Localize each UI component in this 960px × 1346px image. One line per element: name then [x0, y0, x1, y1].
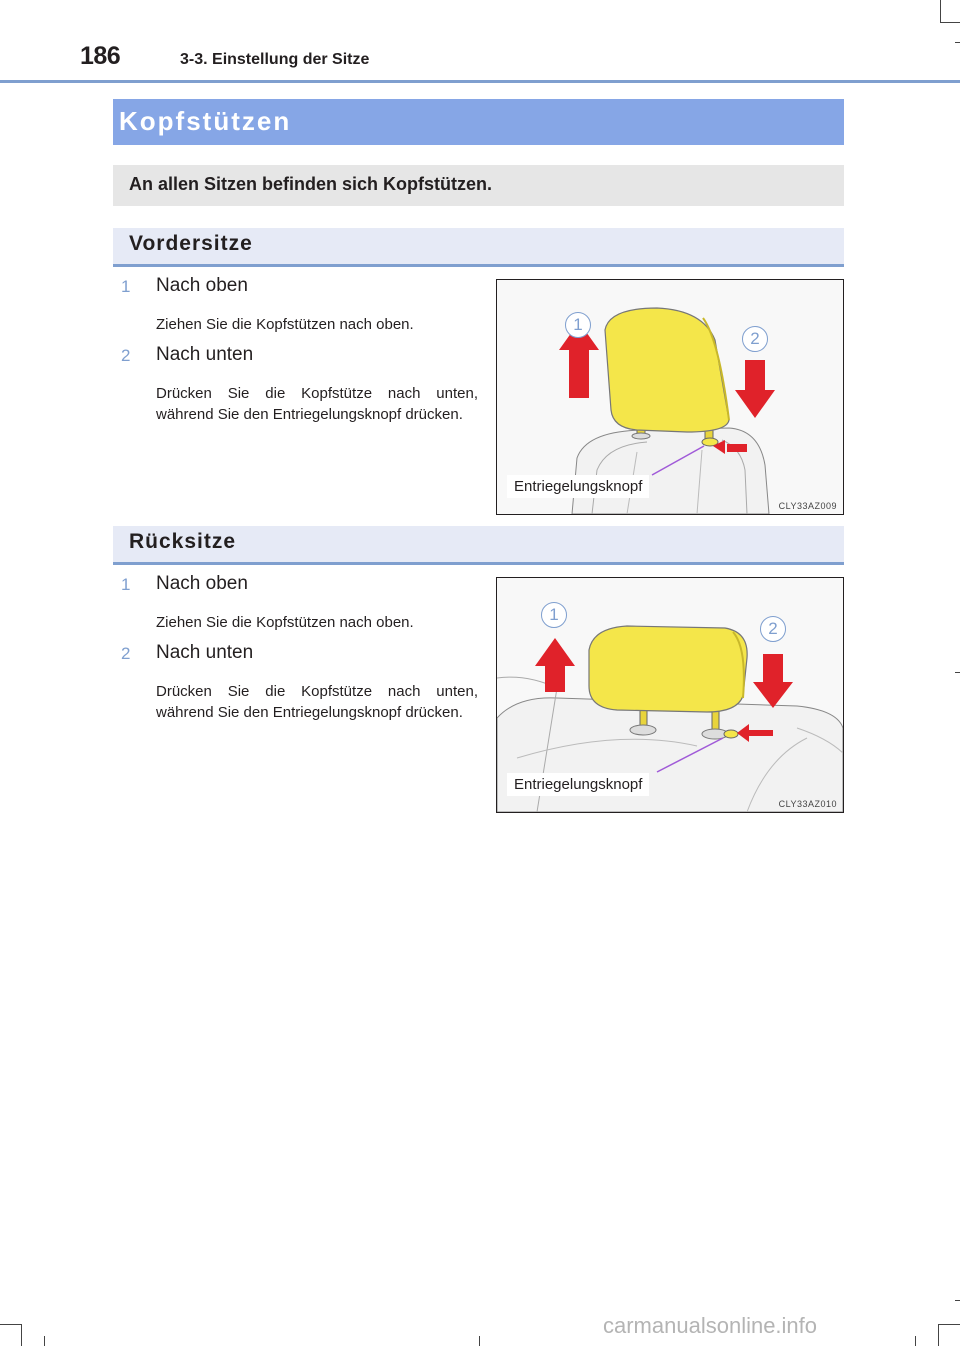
crop-mark: [955, 42, 960, 43]
crop-mark: [44, 1336, 45, 1346]
rear-item-2-number: 2: [121, 644, 131, 663]
page-number: 186: [80, 42, 121, 70]
rear-seats-heading: [113, 526, 844, 565]
crop-mark: [938, 1324, 939, 1346]
rear-item-2-desc: Drücken Sie die Kopfstütze nach unten, während Sie den Entriegelungsknopf drücken.: [156, 683, 478, 721]
crop-mark: [940, 22, 960, 23]
crop-mark: [479, 1336, 480, 1346]
figure-badge-1: 1: [541, 602, 567, 628]
front-item-2-number: 2: [121, 346, 131, 365]
crop-mark: [938, 1324, 960, 1325]
figure-code: CLY33AZ010: [778, 799, 837, 809]
crop-mark: [955, 1300, 960, 1301]
front-seats-heading: [113, 228, 844, 267]
front-seats-heading-label: Vordersitze: [129, 232, 253, 255]
figure-code: CLY33AZ009: [778, 501, 837, 511]
figure-badge-2: 2: [760, 616, 786, 642]
intro-box: [113, 165, 844, 206]
front-item-1-desc: Ziehen Sie die Kopfstützen nach oben.: [156, 316, 414, 333]
figure-badge-1: 1: [565, 312, 591, 338]
crop-mark: [21, 1324, 22, 1346]
crop-mark: [940, 0, 941, 22]
rear-item-1-title: Nach oben: [156, 573, 248, 594]
front-item-2-title: Nach unten: [156, 344, 254, 365]
header-rule: [0, 80, 960, 83]
main-heading: Kopfstützen: [119, 106, 292, 136]
rear-headrest-figure: [496, 577, 844, 813]
rear-seats-heading-label: Rücksitze: [129, 530, 237, 553]
section-title: 3-3. Einstellung der Sitze: [180, 51, 370, 68]
front-headrest-figure: [496, 279, 844, 515]
rear-item-1-number: 1: [121, 575, 131, 594]
figure-badge-2: 2: [742, 326, 768, 352]
crop-mark: [955, 672, 960, 673]
front-item-2-desc: Drücken Sie die Kopfstütze nach unten, während Sie den Entriegelungsknopf drücken.: [156, 385, 478, 423]
release-button-callout: Entriegelungsknopf: [507, 773, 649, 796]
watermark: carmanualsonline.info: [603, 1313, 818, 1338]
rear-item-2-title: Nach unten: [156, 642, 254, 663]
intro-text: An allen Sitzen befinden sich Kopfstützen.: [129, 174, 493, 194]
rear-item-1-desc: Ziehen Sie die Kopfstützen nach oben.: [156, 614, 414, 631]
front-item-1-title: Nach oben: [156, 275, 248, 296]
crop-mark: [915, 1336, 916, 1346]
main-heading-bar: [113, 99, 844, 145]
front-item-1-number: 1: [121, 277, 131, 296]
release-button-callout: Entriegelungsknopf: [507, 475, 649, 498]
crop-mark: [0, 1324, 22, 1325]
